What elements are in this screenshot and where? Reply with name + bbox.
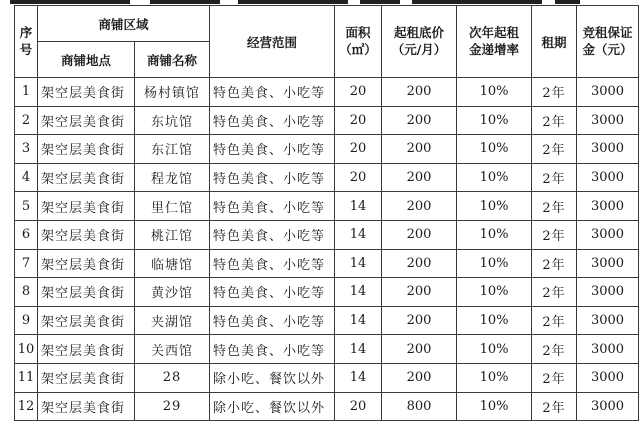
cell-deposit: 3000 (577, 220, 639, 249)
cell-rate: 10% (457, 306, 532, 335)
header-scope: 经营范围 (210, 6, 335, 78)
cell-rate: 10% (457, 106, 532, 135)
header-deposit-unit: 金（元） (582, 41, 633, 57)
cell-shop: 程龙馆 (135, 163, 210, 192)
cell-no: 10 (15, 335, 38, 364)
cell-shop: 夹湖馆 (135, 306, 210, 335)
cell-price: 200 (382, 106, 457, 135)
cell-term: 2年 (532, 392, 577, 421)
header-location: 商铺地点 (38, 42, 135, 78)
cell-rate: 10% (457, 163, 532, 192)
cell-size: 20 (335, 392, 382, 421)
header-increase-rate (457, 6, 532, 78)
cell-location: 架空层美食街 (38, 278, 135, 307)
cell-price: 200 (382, 192, 457, 221)
cell-location: 架空层美食街 (38, 392, 135, 421)
cell-scope: 特色美食、小吃等 (210, 335, 335, 364)
cell-term: 2年 (532, 163, 577, 192)
cell-rate: 10% (457, 278, 532, 307)
cell-price: 200 (382, 249, 457, 278)
cell-no: 12 (15, 392, 38, 421)
cell-location: 架空层美食街 (38, 335, 135, 364)
cell-price: 200 (382, 78, 457, 107)
cell-term: 2年 (532, 306, 577, 335)
cell-location: 架空层美食街 (38, 78, 135, 107)
cell-term: 2年 (532, 335, 577, 364)
shop-lease-table (14, 5, 639, 421)
header-shop-name: 商铺名称 (135, 42, 210, 78)
cell-location: 架空层美食街 (38, 192, 135, 221)
header-term: 租期 (532, 6, 577, 78)
cell-no: 6 (15, 220, 38, 249)
table-row (15, 363, 639, 392)
cell-location: 架空层美食街 (38, 135, 135, 164)
cell-term: 2年 (532, 249, 577, 278)
header-base-price-label: 起租底价 (394, 24, 445, 40)
cell-deposit: 3000 (577, 278, 639, 307)
cell-rate: 10% (457, 335, 532, 364)
cell-deposit: 3000 (577, 192, 639, 221)
cell-price: 200 (382, 335, 457, 364)
cell-no: 2 (15, 106, 38, 135)
cell-scope: 除小吃、餐饮以外 (210, 392, 335, 421)
cell-rate: 10% (457, 135, 532, 164)
table-row (15, 335, 639, 364)
cell-price: 200 (382, 363, 457, 392)
cell-location: 架空层美食街 (38, 306, 135, 335)
cell-deposit: 3000 (577, 363, 639, 392)
cell-rate: 10% (457, 192, 532, 221)
header-increase-label-2: 金递增率 (469, 41, 520, 57)
cell-no: 5 (15, 192, 38, 221)
cell-no: 3 (15, 135, 38, 164)
cell-size: 14 (335, 363, 382, 392)
header-base-price (382, 6, 457, 78)
table-row (15, 249, 639, 278)
cell-rate: 10% (457, 249, 532, 278)
table-row (15, 220, 639, 249)
cell-price: 200 (382, 306, 457, 335)
cell-shop: 临塘馆 (135, 249, 210, 278)
cell-term: 2年 (532, 192, 577, 221)
cell-size: 14 (335, 192, 382, 221)
cell-shop: 28 (135, 363, 210, 392)
header-seq (15, 6, 38, 78)
header-size-unit: （㎡） (339, 41, 377, 57)
table-row (15, 135, 639, 164)
cell-scope: 特色美食、小吃等 (210, 106, 335, 135)
cell-shop: 里仁馆 (135, 192, 210, 221)
cell-no: 8 (15, 278, 38, 307)
header-seq-label: 序号 (19, 24, 33, 57)
cell-location: 架空层美食街 (38, 163, 135, 192)
header-row-1 (15, 6, 639, 42)
cell-size: 20 (335, 106, 382, 135)
table-row (15, 78, 639, 107)
cell-no: 7 (15, 249, 38, 278)
cell-scope: 特色美食、小吃等 (210, 249, 335, 278)
cell-shop: 杨村镇馆 (135, 78, 210, 107)
header-size-label: 面积 (345, 24, 371, 40)
cell-location: 架空层美食街 (38, 249, 135, 278)
cell-no: 9 (15, 306, 38, 335)
header-increase-label-1: 次年起租 (469, 24, 520, 40)
cell-price: 200 (382, 278, 457, 307)
cell-scope: 特色美食、小吃等 (210, 78, 335, 107)
cell-shop: 东坑馆 (135, 106, 210, 135)
cell-size: 20 (335, 78, 382, 107)
header-base-price-unit: （元/月） (391, 41, 447, 57)
cell-scope: 特色美食、小吃等 (210, 278, 335, 307)
cell-rate: 10% (457, 392, 532, 421)
cell-shop: 关西馆 (135, 335, 210, 364)
cell-size: 14 (335, 335, 382, 364)
cell-shop: 东江馆 (135, 135, 210, 164)
table-row (15, 306, 639, 335)
cell-no: 1 (15, 78, 38, 107)
header-area: 商铺区域 (38, 6, 210, 42)
cell-term: 2年 (532, 106, 577, 135)
cell-term: 2年 (532, 135, 577, 164)
cell-size: 14 (335, 306, 382, 335)
cell-shop: 黄沙馆 (135, 278, 210, 307)
cell-term: 2年 (532, 363, 577, 392)
cell-price: 200 (382, 163, 457, 192)
cell-price: 200 (382, 220, 457, 249)
cell-scope: 除小吃、餐饮以外 (210, 363, 335, 392)
cell-deposit: 3000 (577, 163, 639, 192)
cell-price: 200 (382, 135, 457, 164)
table-row (15, 163, 639, 192)
cell-scope: 特色美食、小吃等 (210, 306, 335, 335)
header-deposit (577, 6, 639, 78)
cell-term: 2年 (532, 220, 577, 249)
cell-location: 架空层美食街 (38, 220, 135, 249)
cell-size: 14 (335, 220, 382, 249)
cell-price: 800 (382, 392, 457, 421)
cell-location: 架空层美食街 (38, 363, 135, 392)
cell-deposit: 3000 (577, 106, 639, 135)
cell-shop: 桃江馆 (135, 220, 210, 249)
cell-term: 2年 (532, 278, 577, 307)
cell-scope: 特色美食、小吃等 (210, 192, 335, 221)
cell-scope: 特色美食、小吃等 (210, 163, 335, 192)
cell-rate: 10% (457, 78, 532, 107)
cell-size: 20 (335, 135, 382, 164)
cell-rate: 10% (457, 363, 532, 392)
cell-deposit: 3000 (577, 392, 639, 421)
cell-no: 4 (15, 163, 38, 192)
cell-scope: 特色美食、小吃等 (210, 135, 335, 164)
table-row (15, 392, 639, 421)
table-row (15, 106, 639, 135)
cell-location: 架空层美食街 (38, 106, 135, 135)
cell-deposit: 3000 (577, 78, 639, 107)
cell-size: 14 (335, 278, 382, 307)
table-row (15, 192, 639, 221)
header-size (335, 6, 382, 78)
cell-size: 14 (335, 249, 382, 278)
cell-shop: 29 (135, 392, 210, 421)
table-row (15, 278, 639, 307)
header-deposit-label: 竞租保证 (582, 24, 633, 40)
cell-scope: 特色美食、小吃等 (210, 220, 335, 249)
cell-deposit: 3000 (577, 135, 639, 164)
cell-term: 2年 (532, 78, 577, 107)
cell-deposit: 3000 (577, 335, 639, 364)
cell-no: 11 (15, 363, 38, 392)
cell-deposit: 3000 (577, 249, 639, 278)
cell-rate: 10% (457, 220, 532, 249)
cell-deposit: 3000 (577, 306, 639, 335)
cell-size: 20 (335, 163, 382, 192)
